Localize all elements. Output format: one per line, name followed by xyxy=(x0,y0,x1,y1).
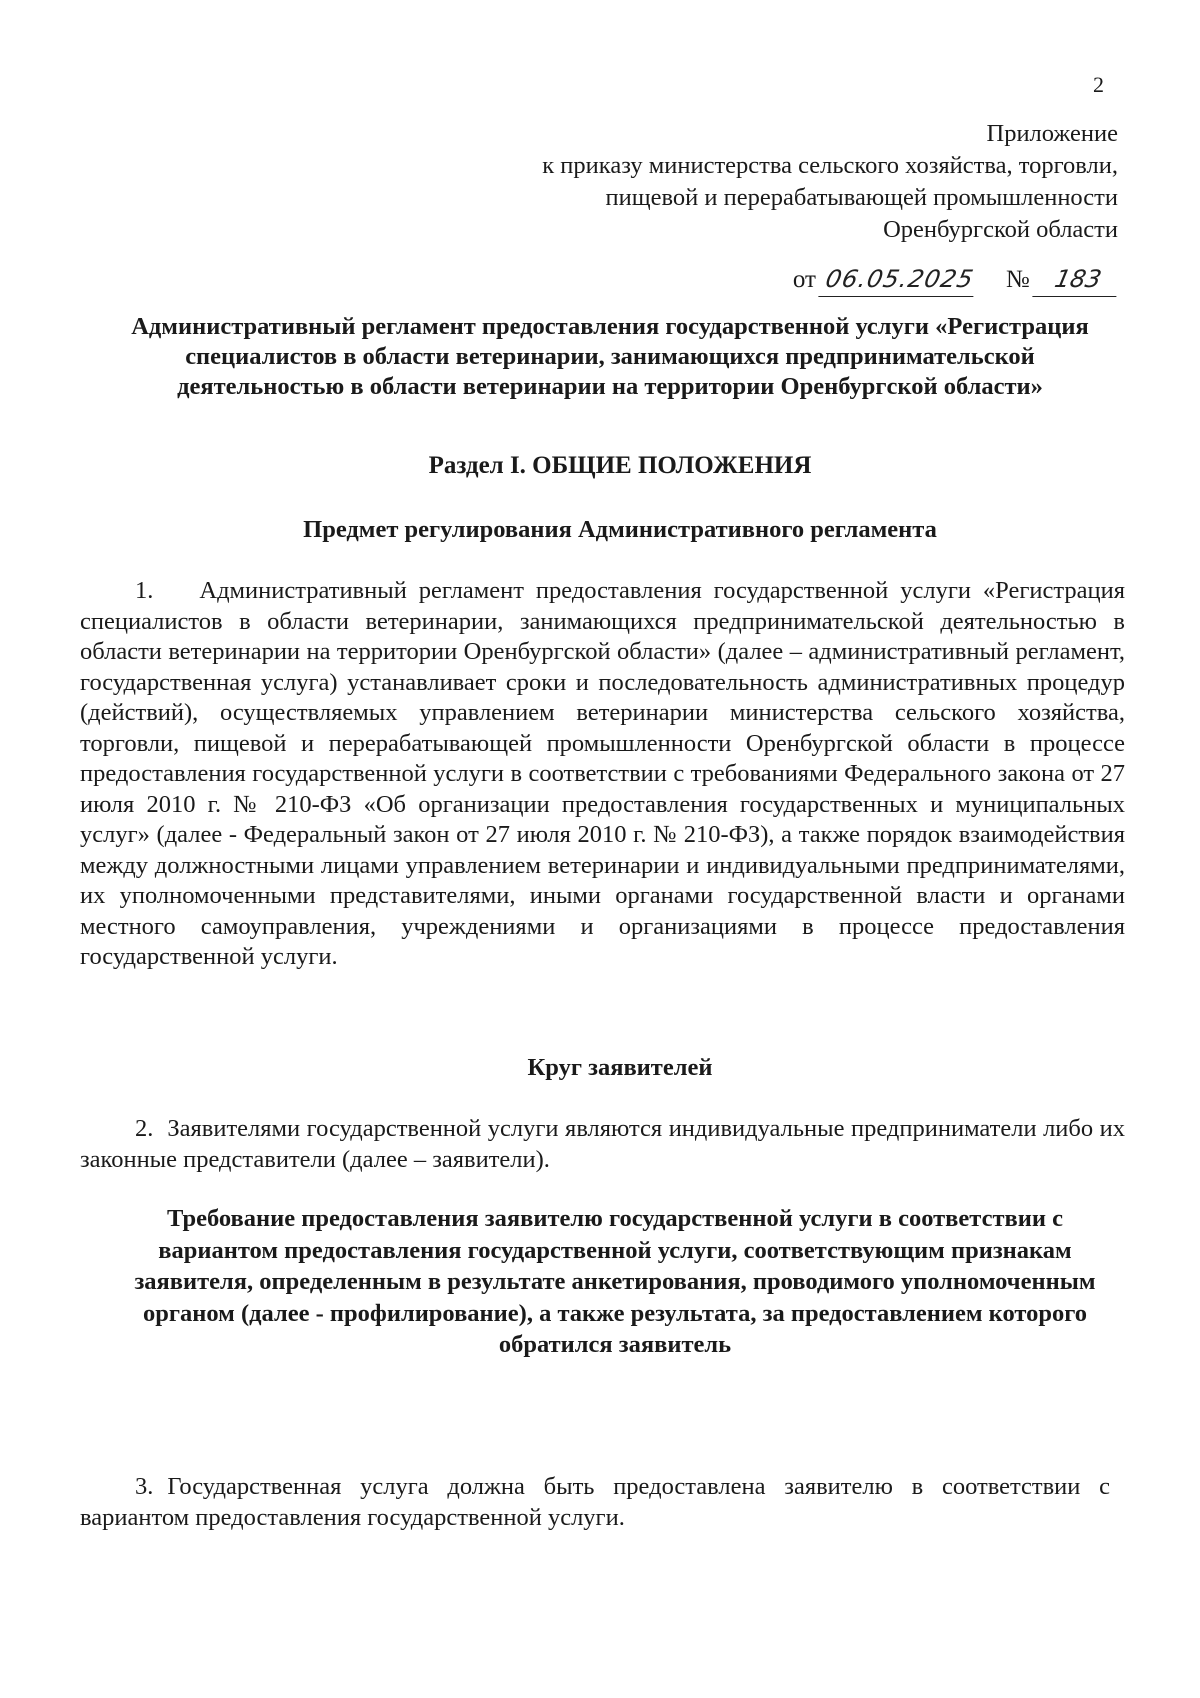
order-reference xyxy=(793,262,1120,297)
paragraph-number: 3. xyxy=(135,1473,154,1500)
order-number: 183 xyxy=(1032,262,1123,297)
document-title: Административный регламент предоставления государственной услуги «Регистрация специалистов в области ветеринарии, занимающихся предпринимательской деятельностью в области ветеринарии на территории Оренбургской области» xyxy=(131,313,1089,400)
appendix-line: Оренбургской области xyxy=(883,216,1118,243)
subsection-heading: Предмет регулирования Административного регламента xyxy=(303,516,937,543)
order-number-sign: № xyxy=(1005,266,1030,293)
paragraph xyxy=(80,1472,1110,1533)
paragraph-text: Заявителями государственной услуги являются индивидуальные предприниматели либо их законные представители (далее – заявители). xyxy=(80,1115,1125,1173)
order-prefix: от xyxy=(792,266,816,293)
appendix-line: пищевой и перерабатывающей промышленности xyxy=(605,184,1118,211)
order-date: 06.05.2025 xyxy=(818,262,981,297)
paragraph xyxy=(80,1114,1125,1175)
paragraph-text: Государственная услуга должна быть предоставлена заявителю в соответствии с вариантом предоставления государственной услуги. xyxy=(80,1473,1110,1531)
page-number: 2 xyxy=(1093,72,1104,97)
subsection-heading: Требование предоставления заявителю государственной услуги в соответствии с вариантом предоставления государственной услуги, соответствующим признакам заявителя, определенным в результате анкетирования, проводимого уполномоченным органом (далее - профилирование), а также результата, за предоставлением которого обратился заявитель xyxy=(134,1205,1096,1358)
appendix-block xyxy=(542,118,1118,246)
paragraph xyxy=(80,576,1125,973)
paragraph-number: 1. xyxy=(135,577,154,604)
appendix-line: к приказу министерства сельского хозяйства, торговли, xyxy=(542,152,1118,179)
subsection-heading: Круг заявителей xyxy=(527,1054,713,1081)
paragraph-number: 2. xyxy=(135,1115,154,1142)
section-heading: Раздел I. ОБЩИЕ ПОЛОЖЕНИЯ xyxy=(428,452,812,479)
appendix-line: Приложение xyxy=(986,120,1118,147)
paragraph-text: Административный регламент предоставления государственной услуги «Регистрация специалистов в области ветеринарии, занимающихся предпринимательской деятельностью в области ветеринарии на территории Оренбургской области» (далее – административный регламент, государственная услуга) устанавливает сроки и последовательность административных процедур (действий), осуществляемых управлением ветеринарии министерства сельского хозяйства, торговли, пищевой и перерабатывающей промышленности Оренбургской области в процессе предоставления государственной услуги в соответствии с требованиями Федерального закона от 27 июля 2010 г. № 210-ФЗ «Об организации предоставления государственных и муниципальных услуг» (далее - Федеральный закон от 27 июля 2010 г. № 210-ФЗ), а также порядок взаимодействия между должностными лицами управлением ветеринарии и индивидуальными предпринимателями, их уполномоченными представителями, иными органами государственной власти и органами местного самоуправления, учреждениями и организациями в процессе предоставления государственной услуги. xyxy=(80,577,1125,970)
